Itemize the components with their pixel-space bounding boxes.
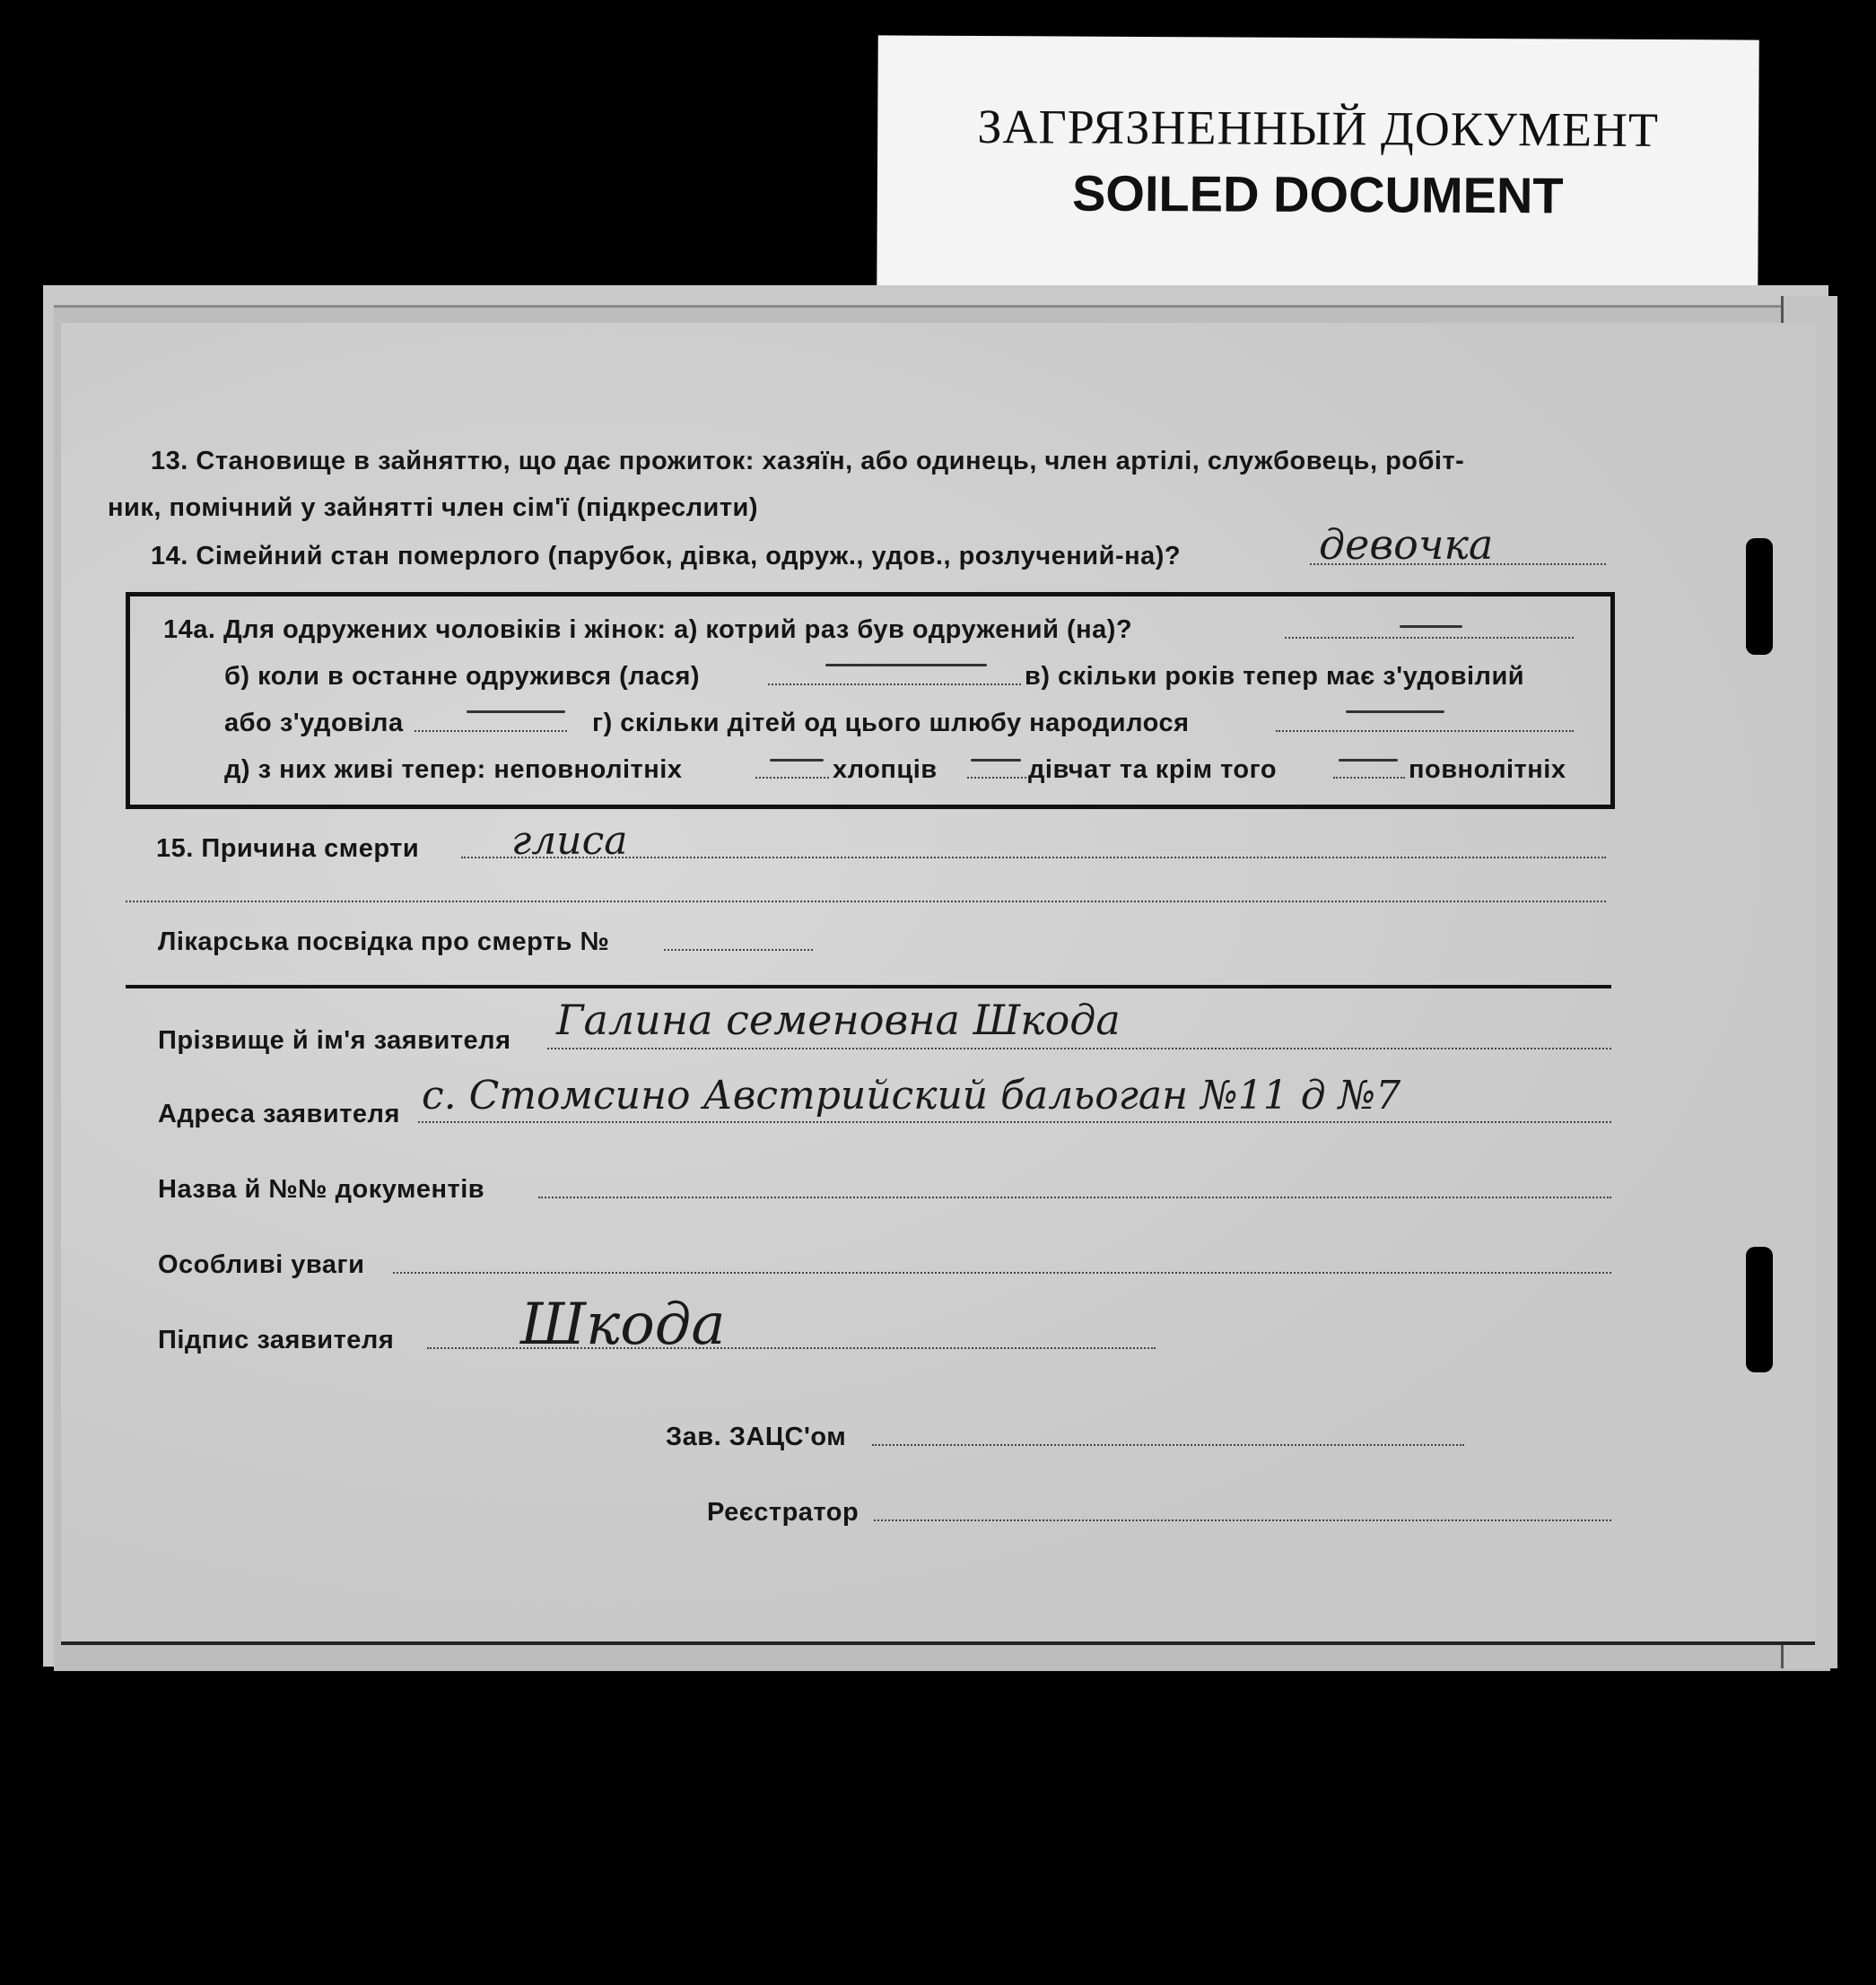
applicant-name-handwritten: Галина семеновна Шкода [556,996,1121,1044]
q14a-a-fill [1285,637,1574,639]
q14a-d4: повнолітніх [1409,755,1566,784]
documents-label: Назва й №№ документів [158,1175,485,1204]
q14a-b-dash [825,664,987,666]
medical-cert-fill [664,949,813,951]
q14a-d2: хлопців [833,755,938,784]
q15-second-line [126,901,1606,902]
q14a-d1-fill [755,777,829,779]
head-zags-fill [872,1444,1464,1446]
q14a-a-dash [1400,625,1462,628]
registrar-fill [874,1519,1611,1521]
q14a-d3-fill [1333,777,1405,779]
binding-hole-top [1746,538,1773,655]
medical-cert-label: Лікарська посвідка про смерть № [158,927,610,956]
remarks-fill [393,1272,1611,1274]
applicant-signature-handwritten: Шкода [520,1292,726,1358]
q15-fill-line [461,857,1606,858]
registrar-label: Реєстратор [707,1498,859,1527]
q14a-d3-dash [1339,759,1398,762]
applicant-address-fill [418,1121,1611,1123]
applicant-signature-label: Підпис заявителя [158,1326,395,1354]
q14a-b-fill [768,683,1021,685]
applicant-address-handwritten: с. Стомсино Австрийский бальоган №11 д №7 [422,1073,1401,1119]
label-english-text: SOILED DOCUMENT [1071,164,1564,224]
q14a-d2-fill [967,777,1026,779]
section-divider [126,985,1611,988]
documents-fill [538,1197,1611,1198]
q14a-g: г) скільки дітей од цього шлюбу народилося [592,709,1190,737]
q14a-g-fill [1276,730,1574,732]
q14a-a: 14а. Для одружених чоловіків і жінок: а) котрий раз був одружений (на)? [163,615,1133,644]
q14a-d3: дівчат та крім того [1028,755,1278,784]
applicant-address-label: Адреса заявителя [158,1100,400,1128]
head-zags-label: Зав. ЗАЦС'ом [666,1423,847,1451]
q14-label: 14. Сімейний стан померлого (парубок, дівка, одруж., удов., розлучений-на)? [151,542,1182,570]
remarks-label: Особливі уваги [158,1250,365,1279]
soiled-document-label [877,35,1758,296]
binding-hole-bottom [1746,1247,1773,1372]
applicant-name-label: Прізвище й ім'я заявителя [158,1026,511,1055]
q13-line1: 13. Становище в зайняттю, що дає прожиток: хазяїн, або одинець, член артілі, службовець, робіт- [151,447,1465,475]
q14a-b: б) коли в останне одружився (лася) [224,662,701,691]
q15-label: 15. Причина смерти [156,834,420,863]
q14a-g-dash [1346,710,1444,713]
q15-handwritten-answer: глиса [511,818,628,864]
q14a-abo: або з'удовіла [224,709,404,737]
q14a-abo-dash [467,710,565,713]
label-russian-text: ЗАГРЯЗНЕННЫЙ ДОКУМЕНТ [977,100,1660,157]
q13-line2: ник, помічний у зайнятті член сім'ї (підкреслити) [108,493,759,522]
q14a-d1-dash [770,759,824,762]
q14a-abo-fill [414,730,567,732]
applicant-name-fill [547,1048,1611,1049]
q14a-v: в) скільки років тепер має з'удовілий [1025,662,1525,691]
q14a-d1: д) з них живі тепер: неповнолітніх [224,755,683,784]
q14-handwritten-answer: девочка [1319,520,1494,569]
q14a-d2-dash [971,759,1021,762]
